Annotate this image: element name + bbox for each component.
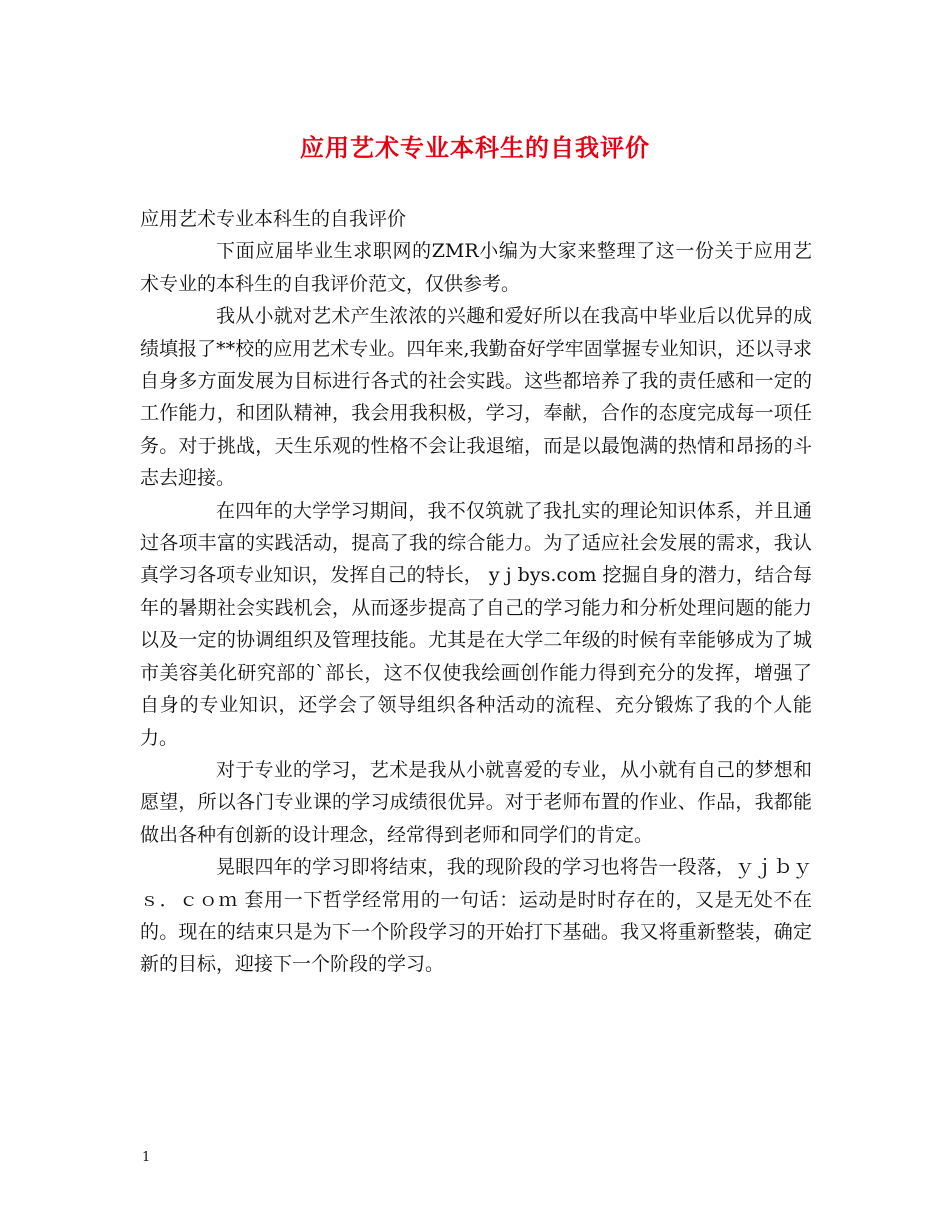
paragraph-intro: 下面应届毕业生求职网的ZMR小编为大家来整理了这一份关于应用艺术专业的本科生的自我评价范文，仅供参考。 — [140, 240, 812, 295]
document-title: 应用艺术专业本科生的自我评价 — [300, 134, 650, 162]
document-body — [140, 203, 812, 981]
paragraph-university: 在四年的大学学习期间，我不仅筑就了我扎实的理论知识体系，并且通过各项丰富的实践活动，提高了我的综合能力。为了适应社会发展的需求，我认真学习各项专业知识，发挥自己的特长， y j bys.com 挖掘自身的潜力，结合每年的暑期社会实践机会，从而逐步提高了自己的学习能力和分析处理问题的能力以及一定的协调组织及管理技能。尤其是在大学二年级的时候有幸能够成为了城市美容美化研究部的`部长，这不仅使我绘画创作能力得到充分的发挥，增强了自身的专业知识，还学会了领导组织各种活动的流程、充分锻炼了我的个人能力。 — [140, 499, 812, 749]
paragraph-major-study: 对于专业的学习，艺术是我从小就喜爱的专业，从小就有自己的梦想和愿望，所以各门专业课的学习成绩很优异。对于老师布置的作业、作品，我都能做出各种有创新的设计理念，经常得到老师和同学们的肯定。 — [140, 758, 812, 846]
paragraph-interest: 我从小就对艺术产生浓浓的兴趣和爱好所以在我高中毕业后以优异的成绩填报了**校的应用艺术专业。四年来,我勤奋好学牢固掌握专业知识，还以寻求自身多方面发展为目标进行各式的社会实践。这些都培养了我的责任感和一定的工作能力，和团队精神，我会用我积极，学习，奉献，合作的态度完成每一项任务。对于挑战，天生乐观的性格不会让我退缩，而是以最饱满的热情和昂扬的斗志去迎接。 — [140, 305, 812, 490]
paragraph-conclusion: 晃眼四年的学习即将结束，我的现阶段的学习也将告一段落，ｙｊｂｙｓ．ｃｏｍ 套用一下哲学经常用的一句话：运动是时时存在的，又是无处不在的。现在的结束只是为下一个阶段学习的开始打下基础。我又将重新整装，确定新的目标，迎接下一个阶段的学习。 — [140, 856, 812, 976]
page-number: 1 — [142, 1150, 151, 1165]
document-subtitle: 应用艺术专业本科生的自我评价 — [140, 208, 407, 230]
